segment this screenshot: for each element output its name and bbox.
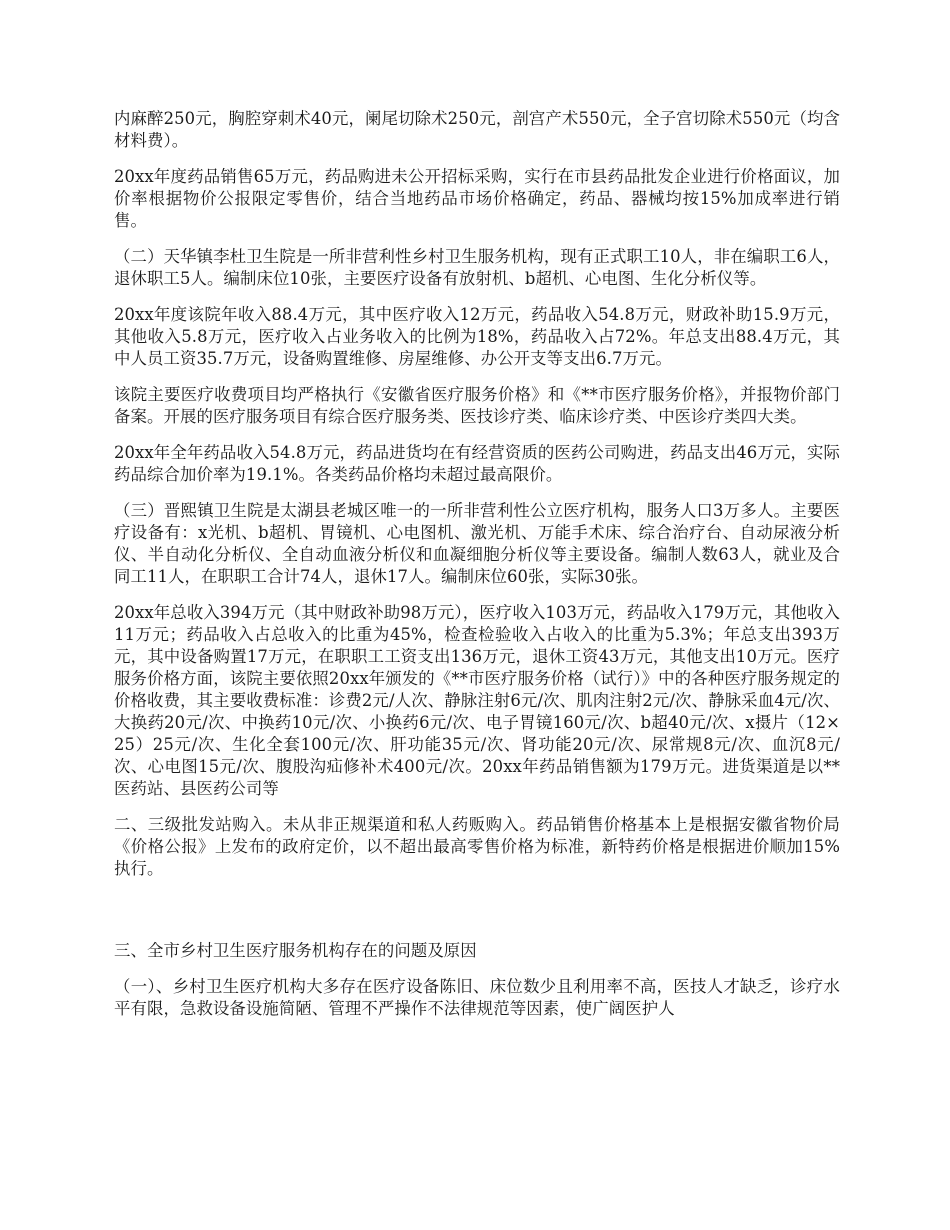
section-heading: 三、全市乡村卫生医疗服务机构存在的问题及原因 bbox=[114, 941, 477, 960]
document-body bbox=[114, 108, 840, 1034]
paragraph: 二、三级批发站购入。未从非正规渠道和私人药贩购入。药品销售价格基本上是根据安徽省物价局《价格公报》上发布的政府定价，以不超出最高零售价格为标准，新特药价格是根据进价顺加15%执行。 bbox=[114, 815, 840, 878]
paragraph: （三）晋熙镇卫生院是太湖县老城区唯一的一所非营利性公立医疗机构，服务人口3万多人。主要医疗设备有：x光机、b超机、胃镜机、心电图机、激光机、万能手术床、综合治疗台、自动尿液分析仪、半自动化分析仪、全自动血液分析仪和血凝细胞分析仪等主要设备。编制人数63人，就业及合同工11人，在职职工合计74人，退休17人。编制床位60张，实际30张。 bbox=[114, 501, 840, 586]
paragraph: 内麻醉250元，胸腔穿刺术40元，阑尾切除术250元，剖宫产术550元，全子宫切除术550元（均含材料费）。 bbox=[114, 109, 840, 150]
paragraph: 20xx年度该院年收入88.4万元，其中医疗收入12万元，药品收入54.8万元，财政补助15.9万元，其他收入5.8万元，医疗收入占业务收入的比例为18%，药品收入占72%。年总支出88.4万元，其中人员工资35.7万元，设备购置维修、房屋维修、办公开支等支出6.7万元。 bbox=[114, 305, 840, 368]
paragraph: 20xx年全年药品收入54.8万元，药品进货均在有经营资质的医药公司购进，药品支出46万元，实际药品综合加价率为19.1%。各类药品价格均未超过最高限价。 bbox=[114, 443, 840, 484]
paragraph: 该院主要医疗收费项目均严格执行《安徽省医疗服务价格》和《**市医疗服务价格》，并报物价部门备案。开展的医疗服务项目有综合医疗服务类、医技诊疗类、临床诊疗类、中医诊疗类四大类。 bbox=[114, 385, 840, 426]
paragraph: 20xx年总收入394万元（其中财政补助98万元），医疗收入103万元，药品收入179万元，其他收入11万元；药品收入占总收入的比重为45%，检查检验收入占收入的比重为5.3%；年总支出393万元，其中设备购置17万元，在职职工工资支出136万元，退休工资43万元，其他支出10万元。医疗服务价格方面，该院主要依照20xx年颁发的《**市医疗服务价格（试行）》中的各种医疗服务规定的价格收费，其主要收费标准：诊费2元/人次、静脉注射6元/次、肌肉注射2元/次、静脉采血4元/次、大换药20元/次、中换药10元/次、小换药6元/次、电子胃镜160元/次、b超40元/次、x摄片（12×25）25元/次、生化全套100元/次、肝功能35元/次、肾功能20元/次、尿常规8元/次、血沉8元/次、心电图15元/次、腹股沟疝修补术400元/次。20xx年药品销售额为179万元。进货渠道是以**医药站、县医药公司等 bbox=[114, 603, 840, 798]
paragraph: 20xx年度药品销售65万元，药品购进未公开招标采购，实行在市县药品批发企业进行价格面议，加价率根据物价公报限定零售价，结合当地药品市场价格确定，药品、器械均按15%加成率进行销售。 bbox=[114, 167, 840, 230]
paragraph: （一）、乡村卫生医疗机构大多存在医疗设备陈旧、床位数少且利用率不高，医技人才缺乏，诊疗水平有限，急救设备设施简陋、管理不严操作不法律规范等因素，使广阔医护人 bbox=[114, 977, 840, 1018]
paragraph: （二）天华镇李杜卫生院是一所非营利性乡村卫生服务机构，现有正式职工10人，非在编职工6人，退休职工5人。编制床位10张，主要医疗设备有放射机、b超机、心电图、生化分析仪等。 bbox=[114, 247, 840, 288]
